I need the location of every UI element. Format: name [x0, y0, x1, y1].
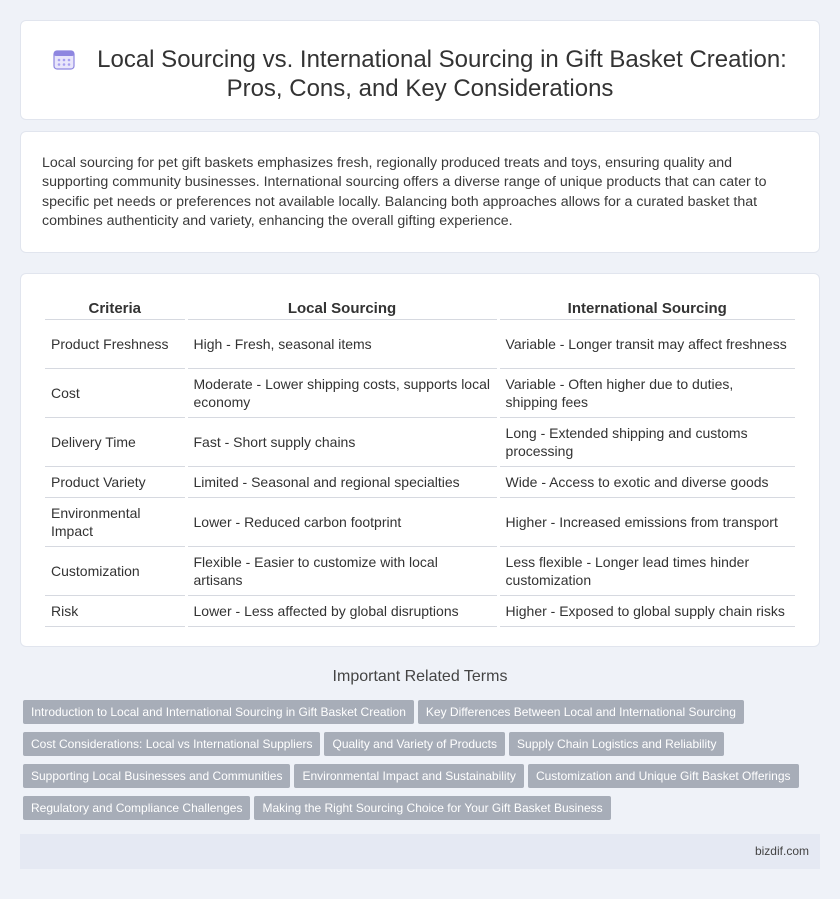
footer-site-link[interactable]: bizdif.com	[754, 844, 809, 858]
table-cell: Long - Extended shipping and customs processing	[500, 418, 795, 467]
table-cell: Higher - Exposed to global supply chain risks	[500, 596, 795, 627]
related-term-tag[interactable]: Supply Chain Logistics and Reliability	[509, 732, 724, 756]
table-cell: Risk	[45, 596, 185, 627]
tag-row	[23, 796, 823, 828]
table-row	[45, 596, 795, 627]
table-cell: Less flexible - Longer lead times hinder customization	[500, 547, 795, 596]
table-cell: Customization	[45, 547, 185, 596]
tag-row	[23, 700, 823, 732]
table-cell: Product Freshness	[45, 320, 185, 369]
table-cell: Higher - Increased emissions from transport	[500, 498, 795, 547]
related-term-tag[interactable]: Key Differences Between Local and International Sourcing	[418, 700, 744, 724]
table-row	[45, 467, 795, 498]
related-term-tag[interactable]: Supporting Local Businesses and Communities	[23, 764, 290, 788]
table-row	[45, 547, 795, 596]
related-term-tag[interactable]: Cost Considerations: Local vs International Suppliers	[23, 732, 320, 756]
related-term-tag[interactable]: Environmental Impact and Sustainability	[294, 764, 523, 788]
related-term-tag[interactable]: Regulatory and Compliance Challenges	[23, 796, 250, 820]
table-cell: Lower - Reduced carbon footprint	[188, 498, 497, 547]
table-cell: Flexible - Easier to customize with local artisans	[188, 547, 497, 596]
comparison-table-card	[20, 273, 820, 647]
table-cell: Limited - Seasonal and regional specialties	[188, 467, 497, 498]
comparison-table	[42, 294, 798, 627]
related-terms-heading: Important Related Terms	[332, 668, 508, 685]
calendar-icon	[53, 48, 75, 70]
related-terms-tags	[23, 700, 823, 828]
table-header-row	[45, 294, 795, 320]
table-row	[45, 498, 795, 547]
header-local-sourcing: Local Sourcing	[188, 294, 497, 320]
table-cell: Moderate - Lower shipping costs, supports local economy	[188, 369, 497, 418]
related-term-tag[interactable]: Quality and Variety of Products	[324, 732, 505, 756]
table-cell: Environmental Impact	[45, 498, 185, 547]
table-cell: Variable - Longer transit may affect freshness	[500, 320, 795, 369]
table-row	[45, 369, 795, 418]
table-row	[45, 418, 795, 467]
footer	[20, 834, 820, 869]
table-row	[45, 320, 795, 369]
table-cell: Fast - Short supply chains	[188, 418, 497, 467]
table-cell: High - Fresh, seasonal items	[188, 320, 497, 369]
intro-card	[20, 131, 820, 253]
tag-row	[23, 764, 823, 796]
table-cell: Variable - Often higher due to duties, shipping fees	[500, 369, 795, 418]
header-international-sourcing: International Sourcing	[500, 294, 795, 320]
intro-paragraph: Local sourcing for pet gift baskets emphasizes fresh, regionally produced treats and toys, ensuring quality and supporting community businesses. International sourcing offers a diverse range of unique products that can cater to specific pet needs or preferences not available locally. Balancing both approaches allows for a curated basket that combines authenticity and variety, enhancing the overall gifting experience.	[42, 155, 767, 229]
tag-row	[23, 732, 823, 764]
related-term-tag[interactable]: Customization and Unique Gift Basket Offerings	[528, 764, 799, 788]
table-cell: Lower - Less affected by global disruptions	[188, 596, 497, 627]
table-cell: Product Variety	[45, 467, 185, 498]
table-cell: Cost	[45, 369, 185, 418]
table-cell: Delivery Time	[45, 418, 185, 467]
page-title: Local Sourcing vs. International Sourcing in Gift Basket Creation: Pros, Cons, and Key Considerations	[97, 46, 787, 102]
table-cell: Wide - Access to exotic and diverse goods	[500, 467, 795, 498]
related-term-tag[interactable]: Making the Right Sourcing Choice for Your Gift Basket Business	[254, 796, 610, 820]
header-criteria: Criteria	[45, 294, 185, 320]
title-card	[20, 20, 820, 120]
related-term-tag[interactable]: Introduction to Local and International Sourcing in Gift Basket Creation	[23, 700, 414, 724]
title-wrap	[51, 45, 789, 103]
